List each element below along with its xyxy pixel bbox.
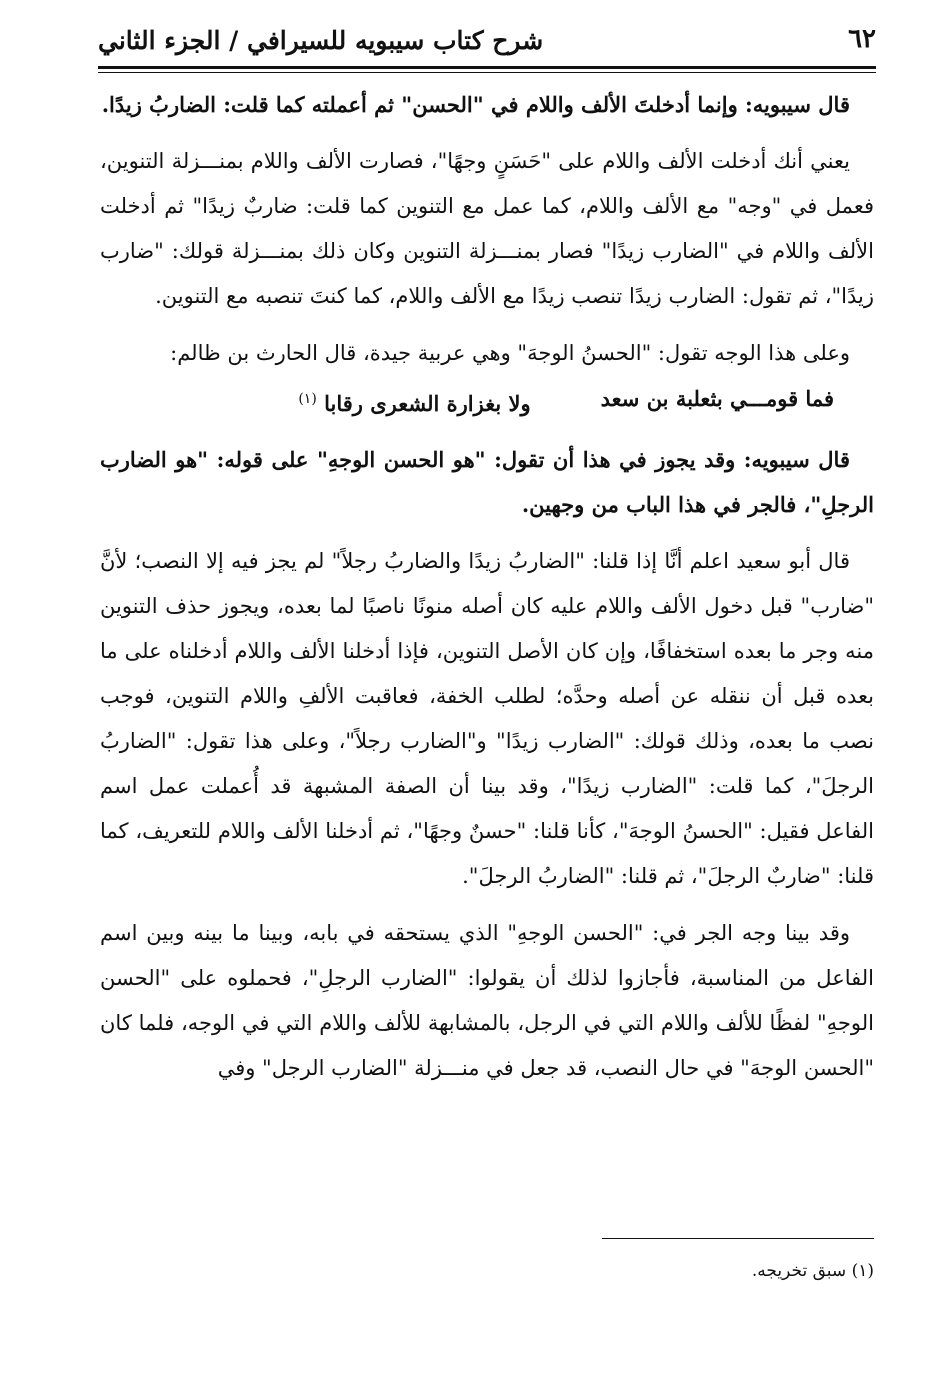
verse-second-hemistich-wrap [298,380,530,423]
body-text [100,82,874,1103]
paragraph-explanation-2: وقد بينا وجه الجر في: "الحسن الوجهِ" الذي يستحقه في بابه، وبينا ما بينه وبين اسم الفاعل من المناسبة، فأجازوا لذلك أن يقولوا: "الضارب الرجلِ"، فحملوه على "الحسن الوجهِ" لفظًا للألف واللام التي في الرجل، بالمشابهة للألف واللام التي في الوجه، فلما كان "الحسن الوجهَ" في حال النصب، قد جعل في منـــزلة "الضارب الرجل" وفي [100,921,874,1080]
footnote-marker: (١) [298,391,317,407]
page-number: ٦٢ [848,24,876,54]
paragraph-verse-intro: وعلى هذا الوجه تقول: "الحسنُ الوجهَ" وهي عربية جيدة، قال الحارث بن ظالم: [170,341,850,365]
paragraph-sibawayh-quote-2: قال سيبويه: وقد يجوز في هذا أن تقول: "هو الحسن الوجهِ" على قوله: "هو الضارب الرجلِ"، فالجر في هذا الباب من وجهين. [100,447,874,517]
verse-second-hemistich: ولا بغزارة الشعرى رقابا [324,391,531,416]
page-header [98,22,876,66]
header-rule-thin [98,72,876,73]
verse-first-hemistich: فما قومـــي بثعلبة بن سعد [600,386,834,411]
footnote-rule [602,1238,874,1239]
paragraph-sibawayh-quote-1: قال سيبويه: وإنما أدخلتَ الألف واللام في "الحسن" ثم أعملته كما قلت: الضاربُ زيدًا. [101,92,850,117]
paragraph-abu-said: قال أبو سعيد اعلم أنَّا إذا قلنا: "الضاربُ زيدًا والضاربُ رجلاً" لم يجز فيه إلا النصب؛ لأنَّ "ضارب" قبل دخول الألف واللام عليه كان أصله منونًا ناصبًا لما بعده، ويجوز حذف التنوين منه وجر ما بعده استخفافًا، وإن كان الأصل التنوين، فإذا أدخلنا الألف واللام أدخلناه على ما بعده قبل أن ننقله عن أصله وحدَّه؛ لطلب الخفة، فعاقبت الألفِ واللام التنوين، فوجب نصب ما بعده، وذلك قولك: "الضارب زيدًا" و"الضارب رجلاً"، وعلى هذا تقول: "الضاربُ الرجلَ"، كما قلت: "الضارب زيدًا"، وقد بينا أن الصفة المشبهة قد أُعملت عمل اسم الفاعل فقيل: "الحسنُ الوجهَ"، كأنا قلنا: "حسنٌ وجهًا"، ثم أدخلنا الألف واللام للتعريف، كما قلنا: "ضاربٌ الرجلَ"، ثم قلنا: "الضاربُ الرجلَ". [100,549,874,888]
running-title: شرح كتاب سيبويه للسيرافي / الجزء الثاني [98,26,544,55]
paragraph-explanation-1: يعني أنك أدخلت الألف واللام على "حَسَنٍ وجهًا"، فصارت الألف واللام بمنـــزلة التنوين، فعمل في "وجه" مع الألف واللام، كما عمل مع التنوين كما قلت: ضاربٌ زيدًا" ثم أدخلت الألف واللام في "الضارب زيدًا" فصار بمنـــزلة التنوين وكان ذلك بمنـــزلة قولك: "ضارب زيدًا"، ثم تقول: الضارب زيدًا تنصب زيدًا مع الألف واللام، كما كنتَ تنصبه مع التنوين. [100,149,874,308]
header-rule-thick [98,66,876,69]
poetry-verse [100,380,874,423]
footnote: (١) سبق تخريجه. [751,1261,874,1281]
